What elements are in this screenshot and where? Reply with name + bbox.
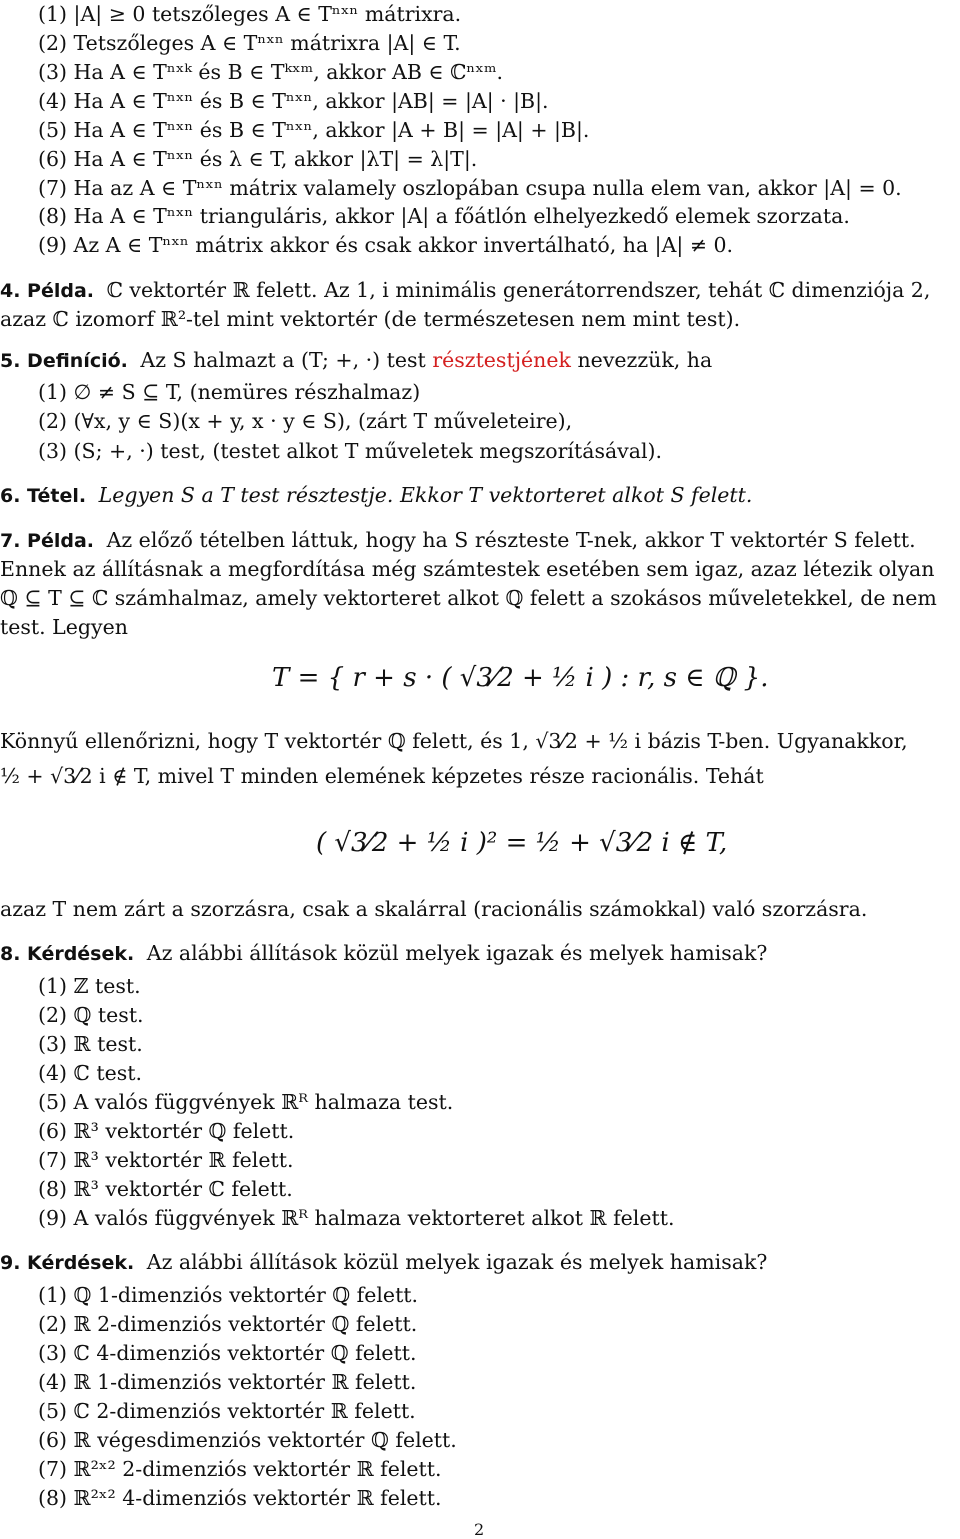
example-text: Az előző tételben láttuk, hogy ha S részteste T-nek, akkor T vektortér S felett.: [106, 528, 916, 552]
example-text: ½ + √3⁄2 i ∉ T, mivel T minden elemének képzetes része racionális. Tehát: [0, 764, 764, 788]
example-text: ℚ ⊆ T ⊆ ℂ számhalmaz, amely vektorteret alkot ℚ felett a szokásos műveletekkel, de nem: [0, 586, 937, 610]
example-heading: 4. Példa.: [0, 280, 95, 302]
question-item: (3) ℂ 4-dimenziós vektortér ℚ felett.: [38, 1341, 417, 1365]
question-item: (5) ℂ 2-dimenziós vektortér ℝ felett.: [38, 1399, 416, 1423]
theorem-heading: 6. Tétel.: [0, 485, 87, 507]
example-text: Ennek az állításnak a megfordítása még számtestek esetében sem igaz, azaz létezik olyan: [0, 557, 935, 581]
question-item: (4) ℝ 1-dimenziós vektortér ℝ felett.: [38, 1370, 417, 1394]
display-formula-T: T = { r + s · ( √3⁄2 + ½ i ) : r, s ∈ ℚ }.: [272, 663, 769, 693]
question-item: (4) ℂ test.: [38, 1061, 143, 1085]
example-text: Könnyű ellenőrizni, hogy T vektortér ℚ felett, és 1, √3⁄2 + ½ i bázis T-ben. Ugyanakkor,: [0, 729, 908, 753]
question-item: (8) ℝ³ vektortér ℂ felett.: [38, 1177, 293, 1201]
example-text: ℂ vektortér ℝ felett. Az 1, i minimális generátorrendszer, tehát ℂ dimenziója 2,: [106, 278, 931, 302]
theorem-text: Legyen S a T test résztestje. Ekkor T vektorteret alkot S felett.: [98, 483, 753, 507]
question-item: (9) A valós függvények ℝᴿ halmaza vektorteret alkot ℝ felett.: [38, 1206, 675, 1230]
question-item: (6) ℝ végesdimenziós vektortér ℚ felett.: [38, 1428, 457, 1452]
definition-item: (3) (S; +, ·) test, (testet alkot T műveletek megszorításával).: [38, 439, 663, 463]
question-item: (3) ℝ test.: [38, 1032, 143, 1056]
definition-text: nevezzük, ha: [577, 348, 713, 372]
defined-term: résztestjének: [432, 348, 571, 372]
prop-item: (9) Az A ∈ Tⁿˣⁿ mátrix akkor és csak akkor invertálható, ha |A| ≠ 0.: [38, 233, 734, 257]
prop-item: (1) |A| ≥ 0 tetszőleges A ∈ Tⁿˣⁿ mátrixra.: [38, 2, 462, 26]
example-text: azaz T nem zárt a szorzásra, csak a skalárral (racionális számokkal) való szorzásra.: [0, 897, 868, 921]
question-item: (1) ℚ 1-dimenziós vektortér ℚ felett.: [38, 1283, 419, 1307]
page-number: 2: [474, 1520, 485, 1539]
questions-8: [0, 943, 767, 964]
example-4: [0, 280, 930, 301]
definition-item: (2) (∀x, y ∈ S)(x + y, x · y ∈ S), (zárt T műveleteire),: [38, 409, 573, 433]
prop-item: (3) Ha A ∈ Tⁿˣᵏ és B ∈ Tᵏˣᵐ, akkor AB ∈ ℂⁿˣᵐ.: [38, 60, 504, 84]
example-heading: 7. Példa.: [0, 530, 95, 552]
question-item: (6) ℝ³ vektortér ℚ felett.: [38, 1119, 295, 1143]
prop-item: (4) Ha A ∈ Tⁿˣⁿ és B ∈ Tⁿˣⁿ, akkor |AB| = |A| · |B|.: [38, 89, 549, 113]
prop-item: (7) Ha az A ∈ Tⁿˣⁿ mátrix valamely oszlopában csupa nulla elem van, akkor |A| = 0.: [38, 176, 902, 200]
questions-text: Az alábbi állítások közül melyek igazak és melyek hamisak?: [146, 1250, 768, 1274]
question-item: (8) ℝ²ˣ² 4-dimenziós vektortér ℝ felett.: [38, 1486, 442, 1510]
definition-text: Az S halmazt a (T; +, ·) test: [140, 348, 426, 372]
question-item: (2) ℚ test.: [38, 1003, 144, 1027]
question-item: (7) ℝ³ vektortér ℝ felett.: [38, 1148, 294, 1172]
theorem-6: [0, 485, 752, 506]
question-item: (2) ℝ 2-dimenziós vektortér ℚ felett.: [38, 1312, 418, 1336]
questions-9: [0, 1252, 767, 1273]
question-item: (5) A valós függvények ℝᴿ halmaza test.: [38, 1090, 454, 1114]
prop-item: (6) Ha A ∈ Tⁿˣⁿ és λ ∈ T, akkor |λT| = λ|T|.: [38, 147, 478, 171]
definition-5: [0, 350, 712, 371]
definition-item: (1) ∅ ≠ S ⊆ T, (nemüres részhalmaz): [38, 380, 421, 404]
prop-item: (2) Tetszőleges A ∈ Tⁿˣⁿ mátrixra |A| ∈ T.: [38, 31, 461, 55]
example-text: test. Legyen: [0, 615, 128, 639]
definition-heading: 5. Definíció.: [0, 350, 128, 372]
question-item: (7) ℝ²ˣ² 2-dimenziós vektortér ℝ felett.: [38, 1457, 442, 1481]
prop-item: (5) Ha A ∈ Tⁿˣⁿ és B ∈ Tⁿˣⁿ, akkor |A + B| = |A| + |B|.: [38, 118, 590, 142]
example-text: azaz ℂ izomorf ℝ²-tel mint vektortér (de természetesen nem mint test).: [0, 307, 741, 331]
display-formula-square: ( √3⁄2 + ½ i )² = ½ + √3⁄2 i ∉ T,: [316, 828, 728, 858]
question-item: (1) ℤ test.: [38, 974, 141, 998]
prop-item: (8) Ha A ∈ Tⁿˣⁿ trianguláris, akkor |A| a főátlón elhelyezkedő elemek szorzata.: [38, 204, 850, 228]
questions-heading: 8. Kérdések.: [0, 943, 135, 965]
questions-heading: 9. Kérdések.: [0, 1252, 135, 1274]
questions-text: Az alábbi állítások közül melyek igazak és melyek hamisak?: [146, 941, 768, 965]
example-7: [0, 530, 916, 551]
